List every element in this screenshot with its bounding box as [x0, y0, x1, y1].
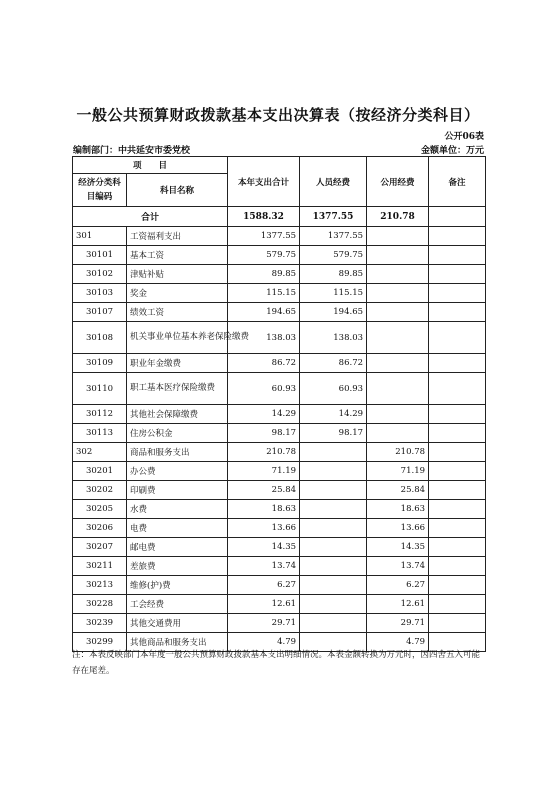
row-total: 579.75: [228, 246, 300, 265]
total-label: 合计: [73, 207, 228, 227]
row-remark: [429, 322, 486, 354]
row-personnel: [300, 500, 367, 519]
row-name: 水费: [127, 500, 228, 519]
row-personnel: [300, 519, 367, 538]
row-total: 89.85: [228, 265, 300, 284]
row-name: 基本工资: [127, 246, 228, 265]
row-remark: [429, 424, 486, 443]
table-row: [73, 481, 486, 500]
row-code: 30108: [73, 322, 127, 354]
row-total: 14.35: [228, 538, 300, 557]
organization-label: 编制部门：中共延安市委党校: [73, 146, 191, 156]
row-personnel: 98.17: [300, 424, 367, 443]
row-code: 30201: [73, 462, 127, 481]
row-name: 住房公积金: [127, 424, 228, 443]
row-remark: [429, 557, 486, 576]
row-remark: [429, 354, 486, 373]
row-name: 工资福利支出: [127, 227, 228, 246]
row-remark: [429, 303, 486, 322]
table-row: [73, 443, 486, 462]
row-total: 29.71: [228, 614, 300, 633]
row-public: 13.74: [367, 557, 429, 576]
row-name: 其他社会保障缴费: [127, 405, 228, 424]
row-total: 1377.55: [228, 227, 300, 246]
row-public: 25.84: [367, 481, 429, 500]
row-public: [367, 246, 429, 265]
row-total: 86.72: [228, 354, 300, 373]
row-name: 绩效工资: [127, 303, 228, 322]
row-total: 18.63: [228, 500, 300, 519]
footnote: 注：本表反映部门本年度一般公共预算财政拨款基本支出明细情况。本表金额转换为万元时，因四舍五入可能存在尾差。: [72, 650, 481, 676]
row-remark: [429, 614, 486, 633]
row-personnel: [300, 576, 367, 595]
row-total: 13.74: [228, 557, 300, 576]
row-code: 30109: [73, 354, 127, 373]
row-personnel: 579.75: [300, 246, 367, 265]
row-name: 津贴补贴: [127, 265, 228, 284]
row-public: 29.71: [367, 614, 429, 633]
row-code: 30299: [73, 633, 127, 652]
row-code: 30207: [73, 538, 127, 557]
table-row: [73, 322, 486, 354]
row-total: 194.65: [228, 303, 300, 322]
table-row: [73, 405, 486, 424]
row-personnel: [300, 595, 367, 614]
row-personnel: [300, 557, 367, 576]
row-name: 印刷费: [127, 481, 228, 500]
table-row: [73, 354, 486, 373]
row-remark: [429, 265, 486, 284]
table-row: [73, 519, 486, 538]
header-remark: 备注: [429, 157, 486, 207]
row-code: 30202: [73, 481, 127, 500]
row-personnel: [300, 614, 367, 633]
header-personnel: 人员经费: [300, 157, 367, 207]
row-personnel: 115.15: [300, 284, 367, 303]
row-name: 奖金: [127, 284, 228, 303]
table-row: [73, 462, 486, 481]
row-public: 13.66: [367, 519, 429, 538]
row-personnel: [300, 481, 367, 500]
row-name: 维修(护)费: [127, 576, 228, 595]
total-amount: 1588.32: [228, 207, 300, 227]
header-code: 经济分类科目编码: [73, 174, 127, 207]
row-remark: [429, 284, 486, 303]
row-code: 302: [73, 443, 127, 462]
row-remark: [429, 227, 486, 246]
row-name: 其他商品和服务支出: [127, 633, 228, 652]
row-remark: [429, 519, 486, 538]
row-public: [367, 424, 429, 443]
header-public: 公用经费: [367, 157, 429, 207]
row-public: 18.63: [367, 500, 429, 519]
table-row: [73, 303, 486, 322]
row-total: 13.66: [228, 519, 300, 538]
row-public: 4.79: [367, 633, 429, 652]
row-remark: [429, 538, 486, 557]
row-personnel: [300, 462, 367, 481]
header-name: 科目名称: [127, 174, 228, 207]
row-total: 60.93: [228, 373, 300, 405]
row-name: 机关事业单位基本养老保险缴费: [127, 322, 228, 354]
total-public: 210.78: [367, 207, 429, 227]
table-row: [73, 500, 486, 519]
row-code: 301: [73, 227, 127, 246]
row-code: 30110: [73, 373, 127, 405]
row-personnel: 1377.55: [300, 227, 367, 246]
row-code: 30107: [73, 303, 127, 322]
row-personnel: 138.03: [300, 322, 367, 354]
row-total: 210.78: [228, 443, 300, 462]
table-row: [73, 265, 486, 284]
table-row: [73, 424, 486, 443]
row-total: 138.03: [228, 322, 300, 354]
table-row: [73, 557, 486, 576]
unit-label: 金额单位：万元: [420, 146, 484, 156]
row-code: 30205: [73, 500, 127, 519]
table-row: [73, 284, 486, 303]
row-public: [367, 227, 429, 246]
row-public: 12.61: [367, 595, 429, 614]
row-total: 115.15: [228, 284, 300, 303]
row-remark: [429, 595, 486, 614]
table-row: [73, 227, 486, 246]
row-public: [367, 265, 429, 284]
row-public: [367, 405, 429, 424]
row-name: 邮电费: [127, 538, 228, 557]
row-name: 工会经费: [127, 595, 228, 614]
row-code: 30103: [73, 284, 127, 303]
row-remark: [429, 500, 486, 519]
row-public: 14.35: [367, 538, 429, 557]
page-title: 一般公共预算财政拨款基本支出决算表（按经济分类科目）: [76, 106, 480, 124]
row-code: 30206: [73, 519, 127, 538]
row-name: 办公费: [127, 462, 228, 481]
row-total: 14.29: [228, 405, 300, 424]
header-total: 本年支出合计: [228, 157, 300, 207]
table-row: [73, 538, 486, 557]
row-code: 30113: [73, 424, 127, 443]
row-personnel: [300, 538, 367, 557]
row-code: 30228: [73, 595, 127, 614]
row-total: 12.61: [228, 595, 300, 614]
row-remark: [429, 405, 486, 424]
row-total: 6.27: [228, 576, 300, 595]
row-code: 30213: [73, 576, 127, 595]
row-code: 30239: [73, 614, 127, 633]
table-row: [73, 576, 486, 595]
row-remark: [429, 246, 486, 265]
row-personnel: 60.93: [300, 373, 367, 405]
row-remark: [429, 443, 486, 462]
row-remark: [429, 373, 486, 405]
row-public: [367, 303, 429, 322]
row-remark: [429, 462, 486, 481]
row-public: [367, 354, 429, 373]
row-name: 商品和服务支出: [127, 443, 228, 462]
row-total: 4.79: [228, 633, 300, 652]
row-personnel: [300, 443, 367, 462]
row-code: 30101: [73, 246, 127, 265]
row-name: 职工基本医疗保险缴费: [127, 373, 228, 405]
row-remark: [429, 481, 486, 500]
row-total: 98.17: [228, 424, 300, 443]
header-item: 项 目: [73, 157, 228, 174]
table-code: 公开06表: [444, 132, 484, 142]
row-personnel: 194.65: [300, 303, 367, 322]
row-personnel: 86.72: [300, 354, 367, 373]
row-personnel: 14.29: [300, 405, 367, 424]
row-public: 210.78: [367, 443, 429, 462]
row-code: 30211: [73, 557, 127, 576]
row-total: 25.84: [228, 481, 300, 500]
row-public: [367, 322, 429, 354]
table-row: [73, 614, 486, 633]
row-name: 电费: [127, 519, 228, 538]
row-public: 6.27: [367, 576, 429, 595]
total-remark: [429, 207, 486, 227]
row-code: 30112: [73, 405, 127, 424]
table-row: [73, 373, 486, 405]
row-remark: [429, 576, 486, 595]
row-personnel: 89.85: [300, 265, 367, 284]
row-public: 71.19: [367, 462, 429, 481]
row-name: 职业年金缴费: [127, 354, 228, 373]
row-public: [367, 373, 429, 405]
expenditure-table: [72, 156, 486, 652]
row-name: 其他交通费用: [127, 614, 228, 633]
total-row: [73, 207, 486, 227]
total-personnel: 1377.55: [300, 207, 367, 227]
row-name: 差旅费: [127, 557, 228, 576]
table-row: [73, 246, 486, 265]
row-code: 30102: [73, 265, 127, 284]
row-public: [367, 284, 429, 303]
table-row: [73, 595, 486, 614]
row-total: 71.19: [228, 462, 300, 481]
